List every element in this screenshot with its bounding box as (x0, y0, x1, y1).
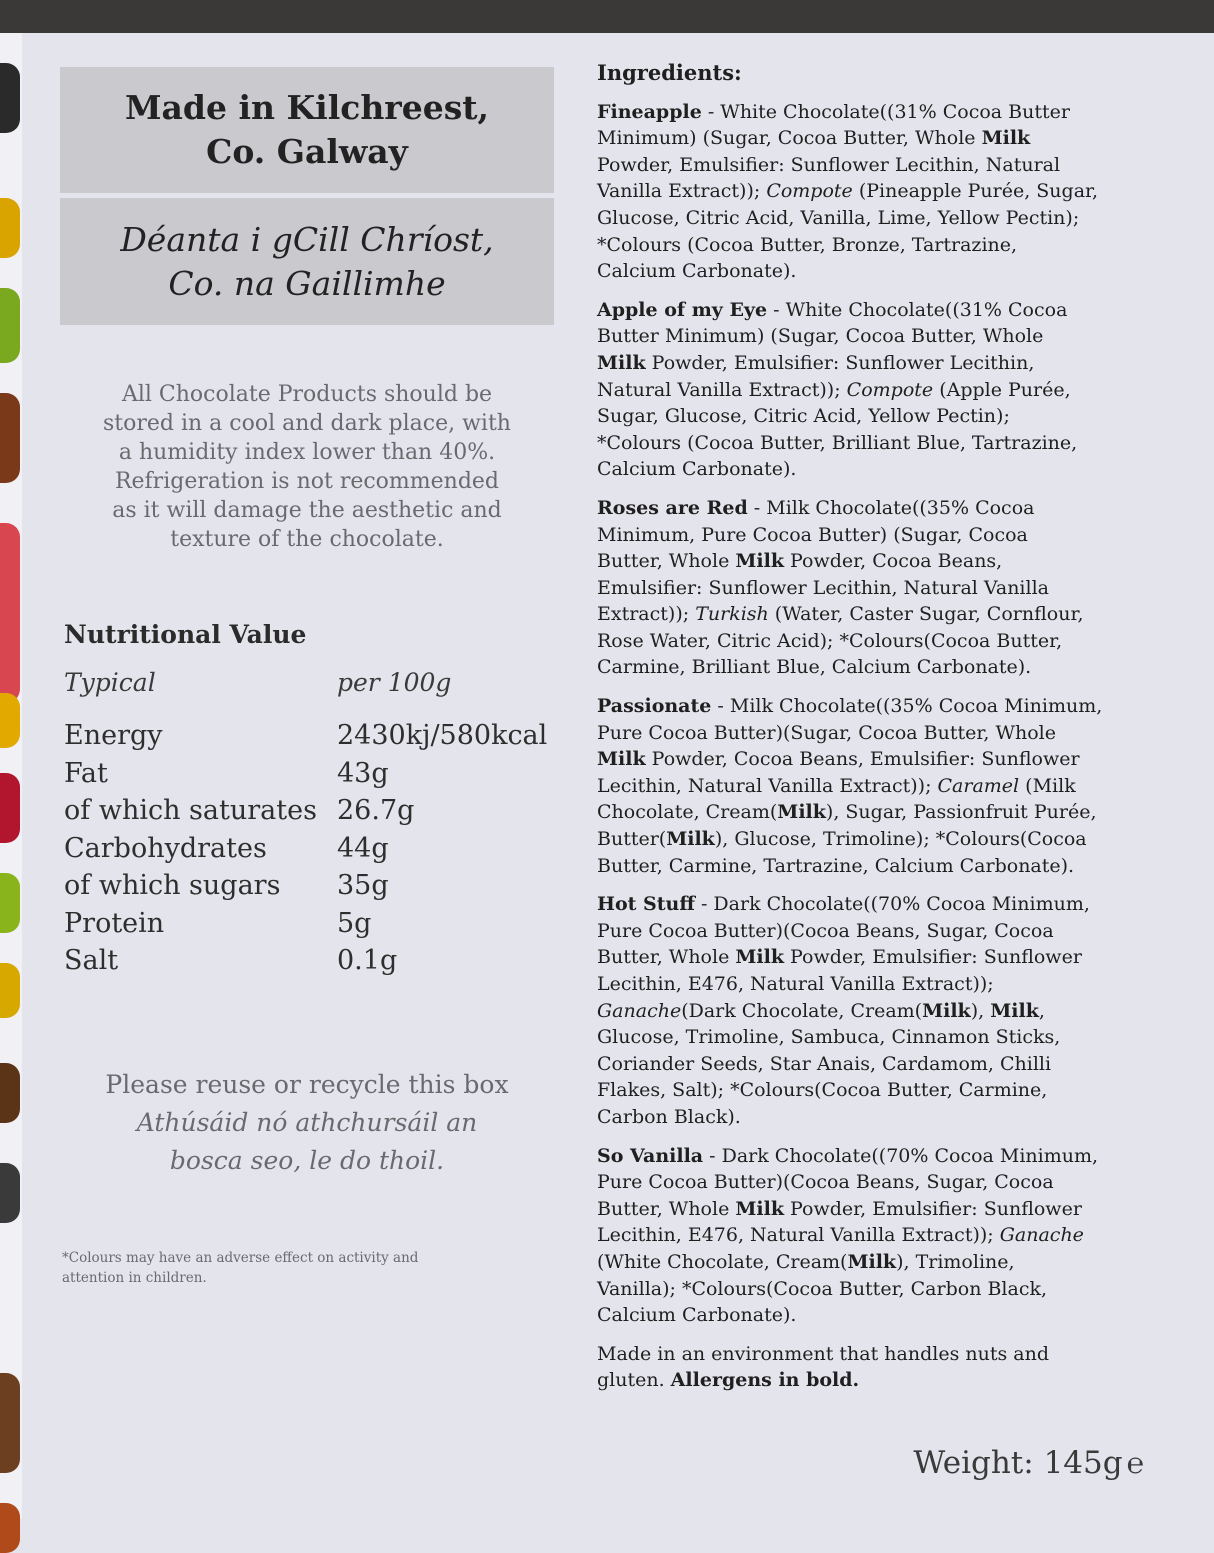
colours-footnote: *Colours may have an adverse effect on activity and attention in children. (62, 1250, 419, 1286)
top-dark-band (0, 0, 1214, 33)
colour-swatch (0, 1163, 20, 1223)
filling-name: Compote (766, 180, 853, 203)
nutrition-label: of which saturates (64, 795, 317, 826)
ingredient-text: Powder, Emulsifier: Sunflower Lecithin, Natural Vanilla Extract)); (597, 153, 1061, 203)
ingredient-text: - White Chocolate((31% Cocoa Butter Minimum) (Sugar, Cocoa Butter, Whole (597, 298, 1068, 348)
nutrition-row (64, 908, 564, 946)
ingredient-text: (Dark Chocolate, Cream( (681, 999, 923, 1022)
ingredient-text: Powder, Emulsifier: Sunflower Lecithin, E476, Natural Vanilla Extract)); (597, 1197, 1082, 1247)
nutrition-value: 2430kj/580kcal (337, 720, 548, 751)
nutrition-label: Carbohydrates (64, 832, 267, 864)
ingredient-block (597, 297, 1137, 483)
allergen-text: Milk (847, 1250, 897, 1273)
product-name: So Vanilla (597, 1144, 704, 1167)
nutrition-value: 35g (337, 870, 389, 901)
ingredient-text: - White Chocolate((31% Cocoa Butter Minimum) (Sugar, Cocoa Butter, Whole (597, 100, 1070, 150)
nutrition-value: 0.1g (337, 945, 398, 976)
product-name: Apple of my Eye (597, 298, 768, 321)
allergen-text: Milk (777, 801, 826, 824)
nutrition-col-typical: Typical (64, 668, 156, 697)
nutrition-value: 44g (337, 832, 389, 864)
product-name: Passionate (597, 695, 712, 718)
colour-swatch (0, 523, 20, 703)
allergen-note-bold: Allergens in bold. (670, 1369, 860, 1392)
nutrition-row (64, 720, 564, 758)
filling-name: Turkish (695, 603, 769, 626)
product-name: Roses are Red (597, 496, 748, 519)
ingredient-block (597, 99, 1137, 285)
allergen-text: Milk (922, 999, 971, 1022)
allergen-text: Milk (597, 748, 646, 771)
colour-swatch (0, 198, 20, 258)
allergen-note (597, 1341, 1137, 1394)
ingredient-text: Powder, Cocoa Beans, Emulsifier: Sunflower Lecithin, Natural Vanilla Extract)); (597, 550, 1049, 626)
colour-swatch (0, 773, 20, 843)
colour-swatch (0, 963, 20, 1018)
colour-swatch (0, 693, 20, 748)
ingredient-text: (White Chocolate, Cream( (597, 1250, 848, 1273)
ingredient-block (597, 891, 1137, 1130)
colour-swatch (0, 873, 20, 933)
recycle-note (60, 1066, 554, 1180)
colour-swatch (0, 393, 20, 483)
ingredients-panel (597, 60, 1137, 1406)
allergen-note-text: Made in an environment that handles nuts and gluten. (597, 1342, 1049, 1392)
allergen-text: Milk (990, 999, 1039, 1022)
nutrition-label: Energy (64, 720, 163, 751)
nutrition-col-per: per 100g (337, 668, 452, 697)
filling-name: Caramel (937, 774, 1020, 797)
colour-swatch (0, 288, 20, 363)
ingredient-block (597, 495, 1137, 681)
ingredient-text: - Milk Chocolate((35% Cocoa Minimum, Pure Cocoa Butter)(Sugar, Cocoa Butter, Whole (597, 695, 1103, 744)
origin-irish-box (60, 198, 554, 325)
ingredient-text: - Milk Chocolate((35% Cocoa Minimum, Pure Cocoa Butter) (Sugar, Cocoa Butter, Whole (597, 496, 1035, 573)
colour-swatch (0, 1373, 20, 1473)
nutrition-row (64, 945, 564, 983)
nutrition-label: Protein (64, 907, 165, 939)
nutrition-row (64, 870, 564, 908)
ingredient-block (597, 693, 1137, 879)
nutrition-row (64, 758, 564, 796)
nutrition-label: Salt (64, 945, 119, 976)
allergen-text: Milk (597, 351, 646, 374)
ingredient-text: Powder, Cocoa Beans, Emulsifier: Sunflower Lecithin, Natural Vanilla Extract)); (597, 748, 1080, 797)
ingredient-text: ), Glucose, Trimoline); *Colours(Cocoa Butter, Carmine, Tartrazine, Calcium Carbonate). (597, 828, 1087, 877)
ingredient-text: (Apple Purée, Sugar, Glucose, Citric Acid, Yellow Pectin); *Colours (Cocoa Butter, Brilliant Blue, Tartrazine, Calcium Carbonate). (597, 378, 1078, 481)
filling-name: Compote (846, 378, 934, 401)
filling-name: Ganache (999, 1224, 1084, 1247)
colour-swatch (0, 1503, 20, 1553)
nutrition-value: 43g (337, 757, 389, 789)
estimated-sign-icon: ℮ (1126, 1446, 1144, 1480)
allergen-text: Milk (666, 828, 715, 851)
net-weight (913, 1445, 1144, 1481)
ingredient-text: Powder, Emulsifier: Sunflower Lecithin, E476, Natural Vanilla Extract)); (597, 946, 1082, 995)
ingredients-list (597, 99, 1137, 1329)
ingredient-text: ), Sugar, Passionfruit Purée, Butter( (597, 801, 1097, 851)
ingredients-title: Ingredients: (597, 60, 742, 85)
nutrition-table (64, 720, 564, 983)
origin-irish: Déanta i gCill Chríost, Co. na Gaillimhe (120, 219, 494, 303)
origin-english-box (60, 67, 554, 193)
storage-note: All Chocolate Products should be stored in a cool and dark place, with a humidity index lower than 40%. Refrigeration is not recommended as it will damage the aesthetic and texture of the chocolate. (103, 382, 511, 552)
nutrition-label: Fat (64, 757, 108, 789)
ingredient-text: (Pineapple Purée, Sugar, Glucose, Citric Acid, Vanilla, Lime, Yellow Pectin); *Colours (Cocoa Butter, Bronze, Tartrazine, Calcium Carbonate). (597, 180, 1099, 283)
ingredient-text: - Dark Chocolate((70% Cocoa Minimum, Pure Cocoa Butter)(Cocoa Beans, Sugar, Cocoa Butter, Whole (597, 893, 1090, 969)
product-name: Hot Stuff (597, 893, 695, 916)
ingredient-block (597, 1143, 1137, 1329)
colour-swatch (0, 63, 20, 133)
allergen-text: Milk (735, 946, 784, 969)
ingredient-text: ), Trimoline, Vanilla); *Colours(Cocoa Butter, Carbon Black, Calcium Carbonate). (597, 1250, 1048, 1327)
allergen-text: Milk (735, 550, 784, 573)
nutrition-row (64, 833, 564, 871)
ingredient-text: (Milk Chocolate, Cream( (597, 774, 1076, 824)
ingredient-text: Powder, Emulsifier: Sunflower Lecithin, Natural Vanilla Extract)); (597, 351, 1035, 401)
recycle-irish: Athúsáid nó athchursáil an bosca seo, le do thoil. (136, 1108, 478, 1175)
ingredient-text: (Water, Caster Sugar, Cornflour, Rose Water, Citric Acid); *Colours(Cocoa Butter, Carmine, Brilliant Blue, Calcium Carbonate). (597, 603, 1084, 679)
ingredient-text: ), (970, 999, 991, 1022)
recycle-english: Please reuse or recycle this box (105, 1070, 509, 1099)
ingredient-text: , Glucose, Trimoline, Sambuca, Cinnamon Sticks, Coriander Seeds, Star Anais, Cardamom, Chilli Flakes, Salt); *Colours(Cocoa Butter, Carmine, Carbon Black). (597, 999, 1061, 1128)
origin-english: Made in Kilchreest, Co. Galway (124, 88, 489, 171)
product-name: Fineapple (597, 100, 702, 123)
colour-swatch (0, 1063, 20, 1123)
nutrition-value: 26.7g (337, 795, 415, 826)
nutrition-row (64, 795, 564, 833)
nutrition-label: of which sugars (64, 870, 281, 901)
nutrition-heading: Nutritional Value (64, 620, 307, 649)
filling-name: Ganache (597, 999, 682, 1022)
allergen-text: Milk (735, 1197, 784, 1220)
allergen-text: Milk (981, 127, 1031, 150)
weight-label: Weight: 145g (913, 1445, 1123, 1481)
nutrition-value: 5g (337, 907, 372, 939)
ingredient-text: - Dark Chocolate((70% Cocoa Minimum, Pure Cocoa Butter)(Cocoa Beans, Sugar, Cocoa Butter, Whole (597, 1144, 1099, 1220)
